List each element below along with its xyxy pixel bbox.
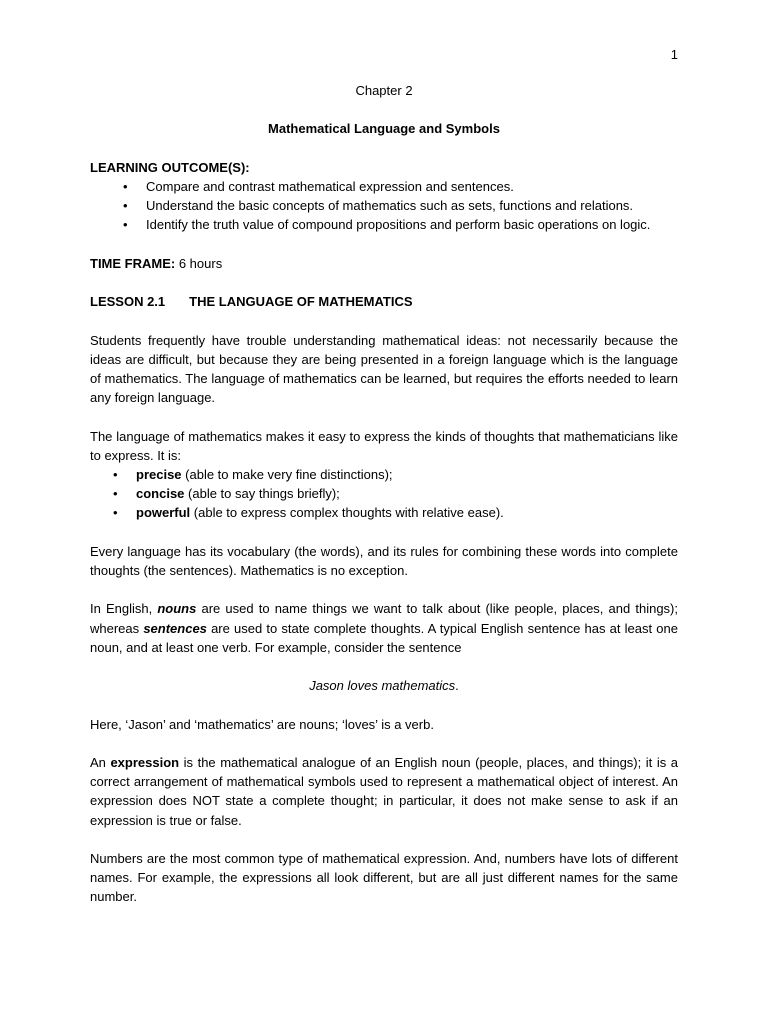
text-run: are used to name things we want to talk about (like people, places, and things); whereas (90, 601, 678, 636)
time-frame-value: 6 hours (175, 255, 223, 271)
property-description: (able to say things briefly); (184, 486, 340, 502)
text-run: In English, (90, 601, 158, 617)
term-sentences: sentences (143, 620, 207, 636)
language-properties-list (90, 465, 678, 523)
property-term: precise (136, 466, 182, 482)
bullet-icon: • (113, 486, 118, 502)
page-content (90, 81, 678, 907)
property-item (90, 465, 678, 484)
bullet-icon: • (113, 505, 118, 521)
property-term: powerful (136, 505, 191, 521)
property-term: concise (136, 486, 185, 502)
time-frame (90, 254, 678, 273)
paragraph-expression (90, 753, 678, 830)
property-description: (able to express complex thoughts with relative ease). (190, 505, 504, 521)
text-run: are used to state complete thoughts. A typical English sentence has at least one noun, and at least one verb. For example, consider the sentence (90, 620, 678, 655)
text-run: An (90, 754, 111, 770)
term-nouns: nouns (157, 601, 197, 617)
learning-outcomes-list (90, 177, 678, 235)
document-title: Mathematical Language and Symbols (268, 121, 500, 137)
example-text: Jason loves mathematics (309, 678, 456, 694)
lesson-title: THE LANGUAGE OF MATHEMATICS (189, 294, 413, 310)
lesson-heading (90, 292, 678, 311)
paragraph-intro: Students frequently have trouble understanding mathematical ideas: not necessarily because the ideas are difficult, but because they are being presented in a foreign language which is the language of mathematics. The language of mathematics can be learned, but requires the efforts needed to learn any foreign language. (90, 332, 678, 406)
learning-outcome-text: Compare and contrast mathematical expression and sentences. (146, 178, 514, 194)
learning-outcome-item (90, 177, 678, 196)
learning-outcome-text: Identify the truth value of compound propositions and perform basic operations on logic. (146, 217, 651, 233)
property-item (90, 503, 678, 522)
bullet-icon: • (123, 178, 128, 194)
example-period: . (455, 678, 459, 694)
paragraph-vocabulary: Every language has its vocabulary (the words), and its rules for combining these words into complete thoughts (the sentences). Mathematics is no exception. (90, 543, 678, 578)
learning-outcome-item (90, 215, 678, 234)
learning-outcomes-heading: LEARNING OUTCOME(S): (90, 159, 250, 175)
learning-outcome-text: Understand the basic concepts of mathematics such as sets, functions and relations. (146, 198, 634, 214)
time-frame-label: TIME FRAME: (90, 255, 176, 271)
paragraph-language-properties: The language of mathematics makes it easy to express the kinds of thoughts that mathematicians like to express. It is: (90, 428, 678, 463)
bullet-icon: • (113, 466, 118, 482)
page-number: 1 (670, 47, 678, 62)
example-sentence (90, 676, 678, 695)
bullet-icon: • (123, 198, 128, 214)
chapter-label: Chapter 2 (355, 83, 413, 98)
text-run: is the mathematical analogue of an English noun (people, places, and things); it is a correct arrangement of mathematical symbols used to represent a mathematical object of interest. An expression does NOT state a complete thought; in particular, it does not make sense to ask if an expression is true or false. (90, 754, 678, 828)
property-description: (able to make very fine distinctions); (181, 466, 393, 482)
paragraph-nouns-sentences (90, 599, 678, 657)
property-item (90, 484, 678, 503)
lesson-number: LESSON 2.1 (90, 294, 166, 310)
paragraph-nouns-verb: Here, ‘Jason’ and ‘mathematics’ are nouns; ‘loves’ is a verb. (90, 716, 434, 732)
paragraph-numbers: Numbers are the most common type of mathematical expression. And, numbers have lots of different names. For example, the expressions all look different, but are all just different names for the same number. (90, 850, 678, 905)
learning-outcome-item (90, 196, 678, 215)
bullet-icon: • (123, 217, 128, 233)
term-expression: expression (110, 754, 180, 770)
